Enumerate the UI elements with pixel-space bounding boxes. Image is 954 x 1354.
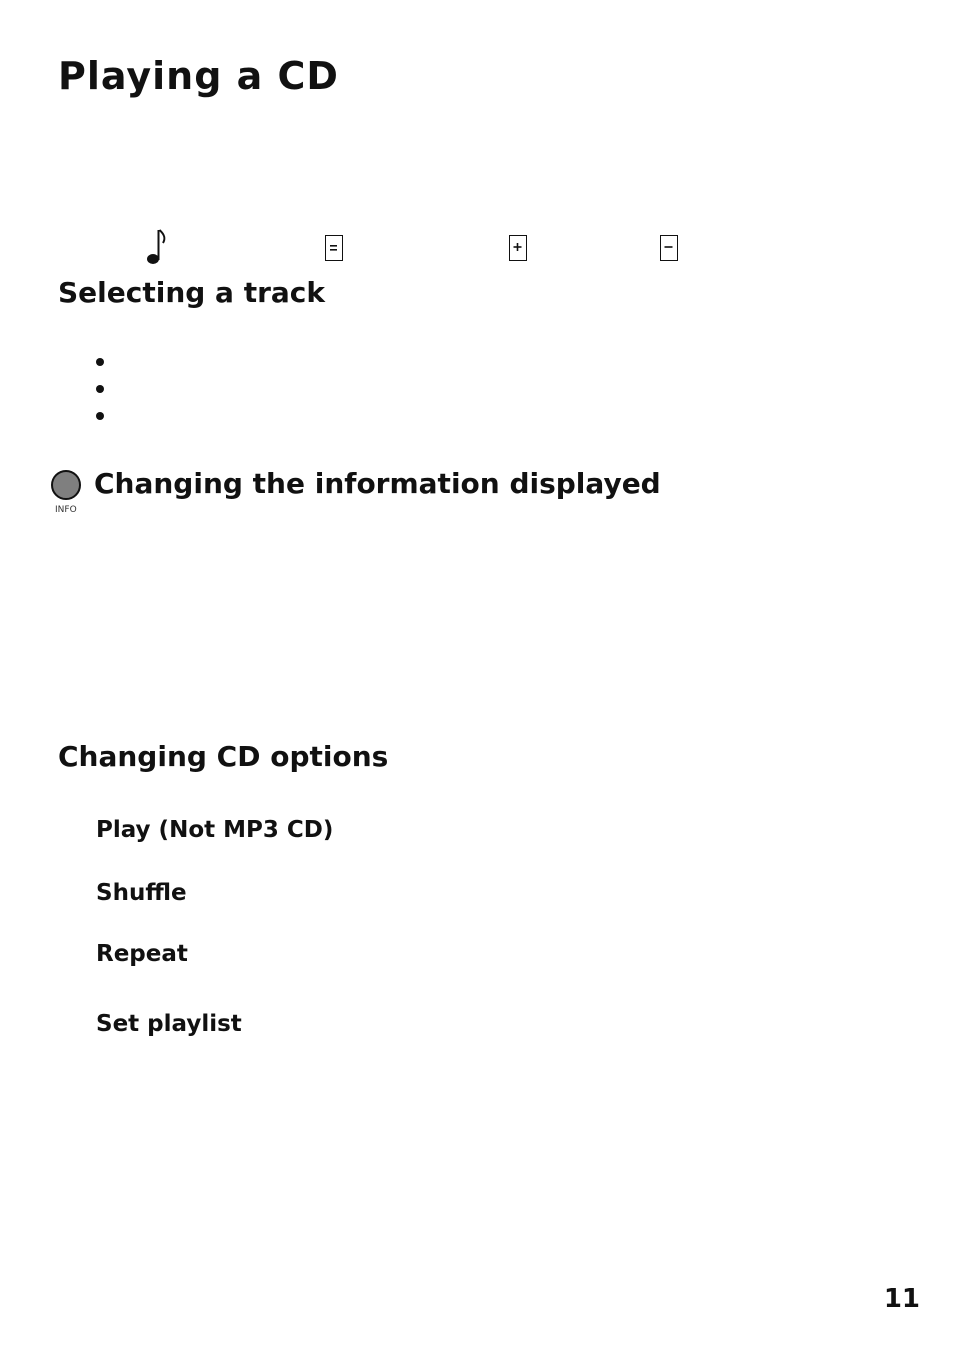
option-shuffle: Shuffle [96,880,187,906]
section-heading-cd-options: Changing CD options [58,740,389,773]
section-heading-info: Changing the information displayed [94,467,661,500]
music-note-icon [144,226,170,268]
section-heading-selecting-track: Selecting a track [58,276,325,309]
page-title: Playing a CD [58,54,339,98]
select-button-icon [325,235,343,261]
page-number: 11 [883,1284,920,1314]
option-repeat: Repeat [96,941,188,967]
info-button-icon [51,470,81,500]
list-bullet [96,358,104,366]
button-icon-row [0,224,954,274]
info-button-label: INFO [55,505,77,515]
list-bullet [96,412,104,420]
option-play: Play (Not MP3 CD) [96,817,334,843]
option-set-playlist: Set playlist [96,1011,242,1037]
minus-button-icon [660,235,678,261]
plus-button-icon [509,235,527,261]
list-bullet [96,385,104,393]
